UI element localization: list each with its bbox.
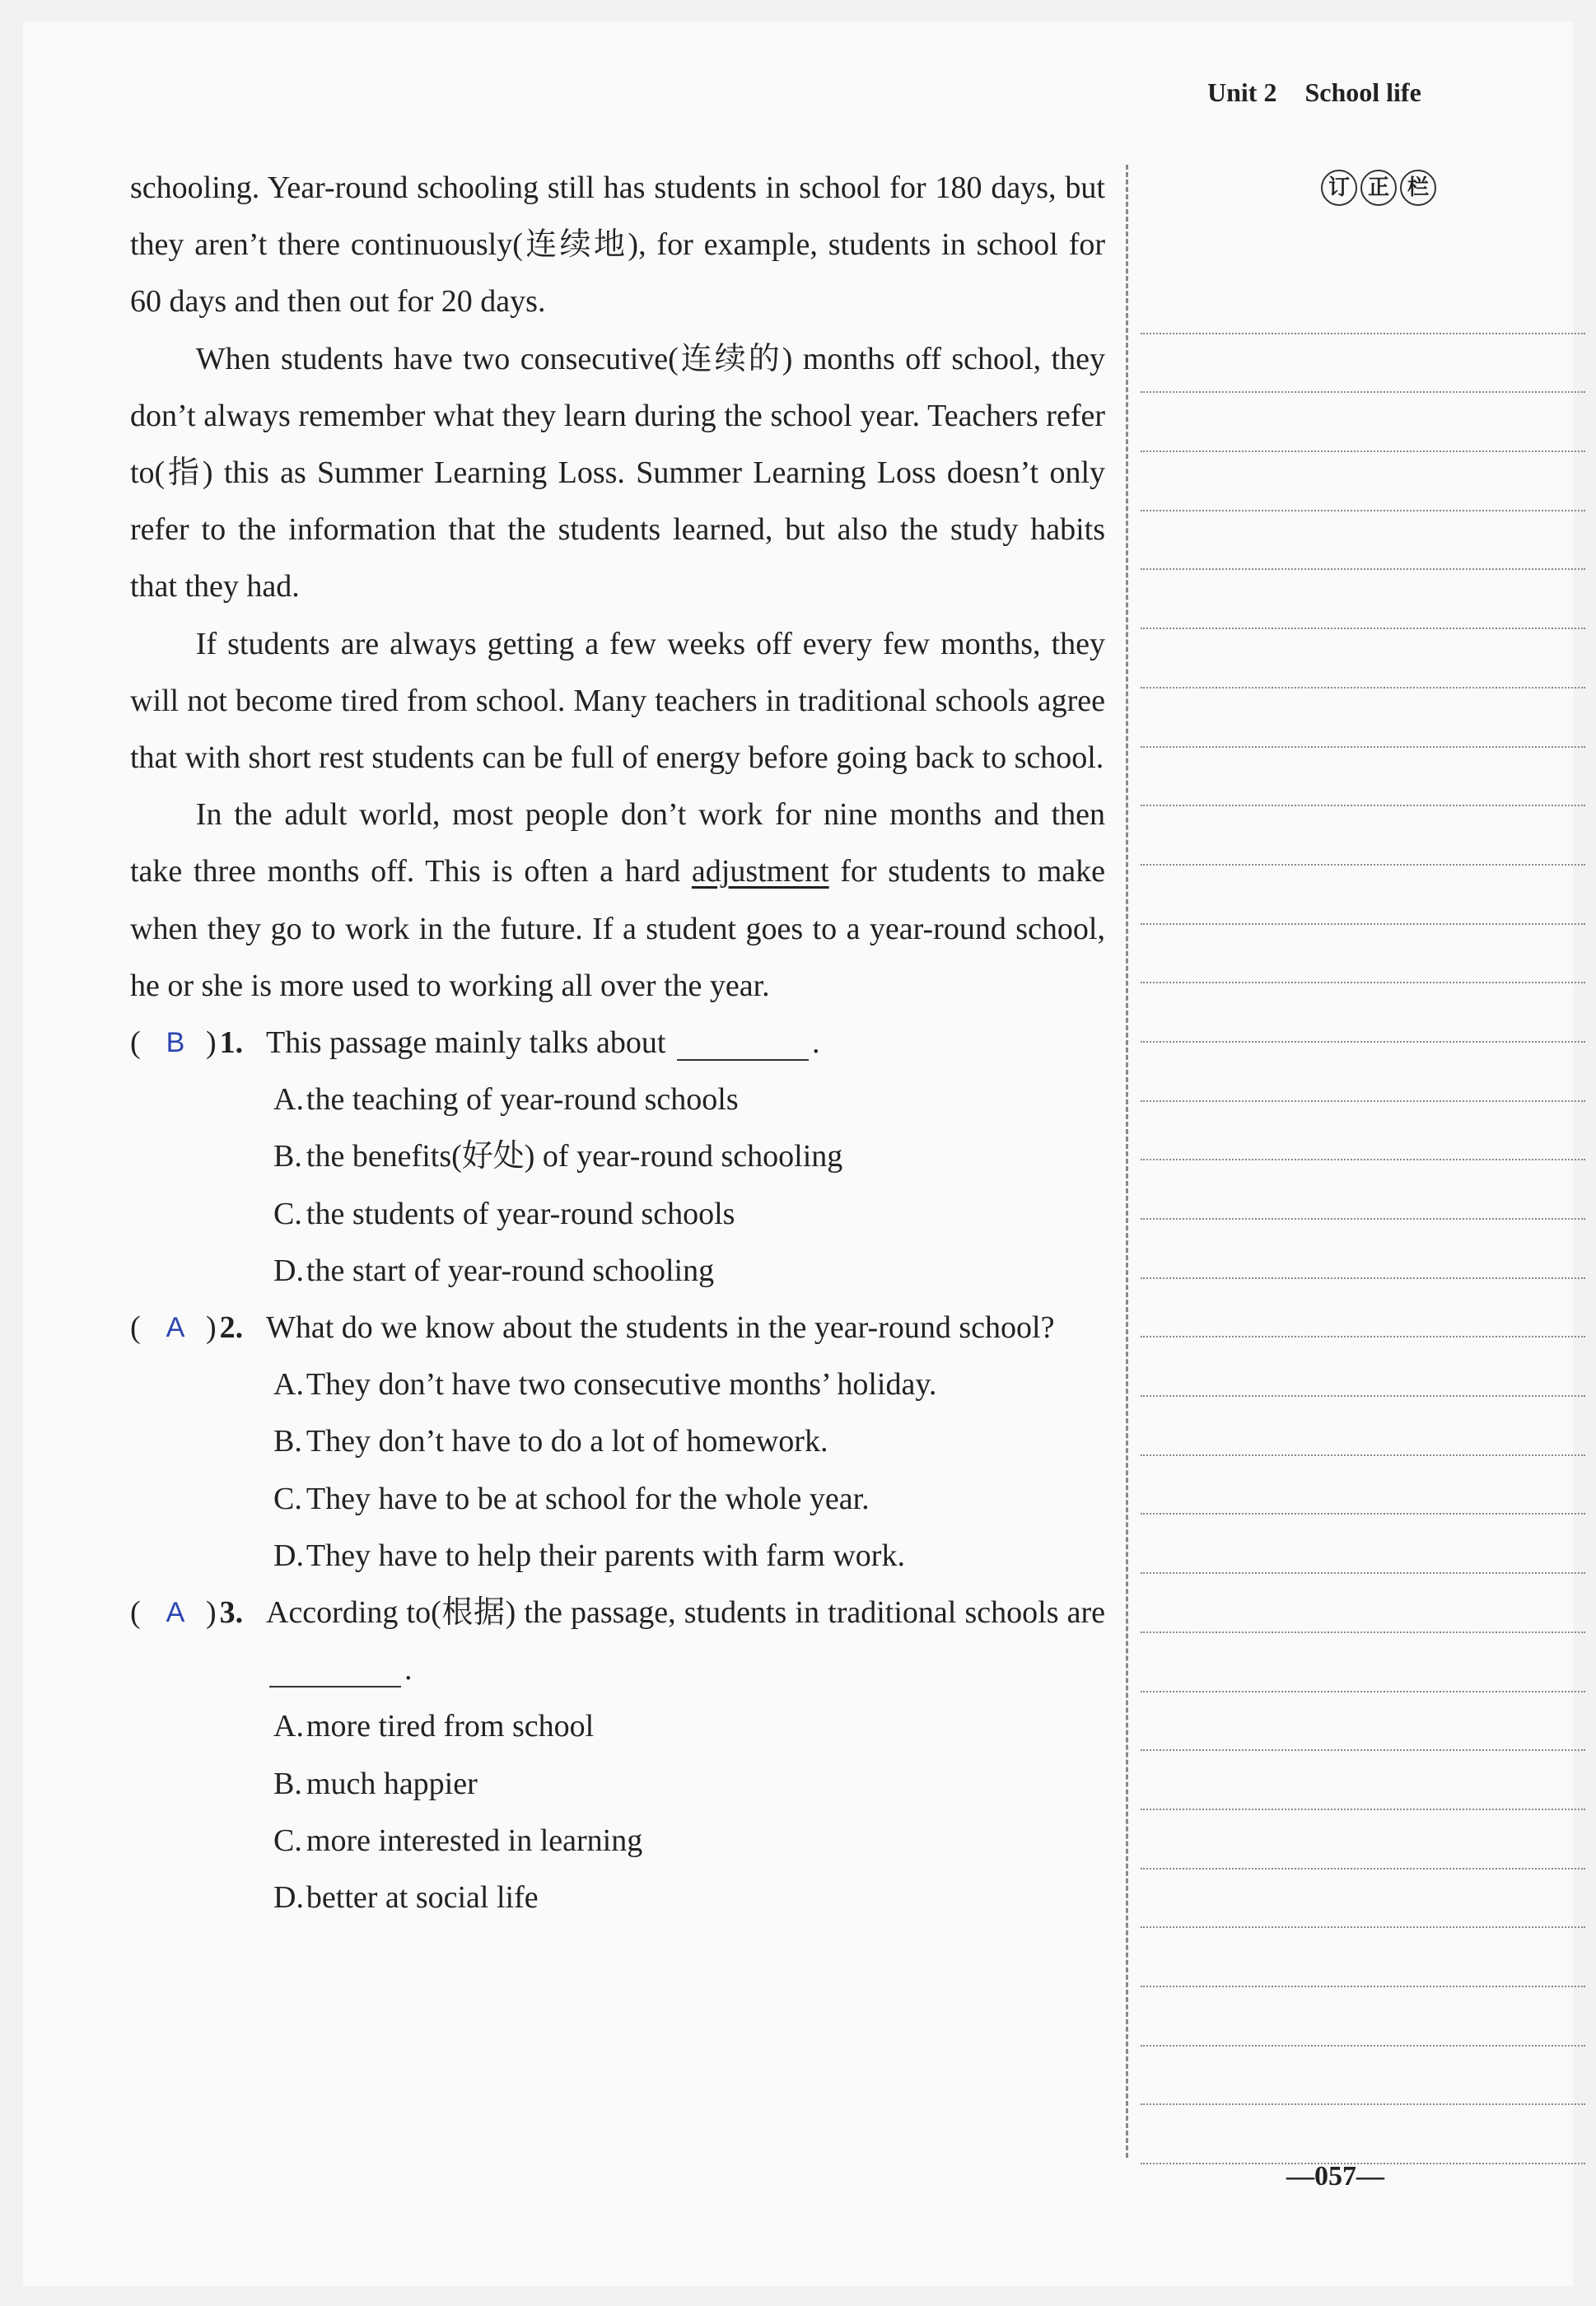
- question-stem: This passage mainly talks about .: [266, 1025, 820, 1061]
- question-1: [130, 1015, 1105, 1300]
- question-3: [130, 1585, 1105, 1926]
- paragraph-3: If students are always getting a few weeks off every few months, they will not become tired from school. Many teachers in traditional schools agree that with short rest students can be full of energy before going back to school.: [130, 626, 1105, 776]
- correction-line: [1141, 689, 1585, 748]
- correction-line: [1141, 983, 1585, 1043]
- option: D.better at social life: [273, 1880, 539, 1916]
- option: A.the teaching of year-round schools: [273, 1082, 739, 1118]
- option: A.They don’t have two consecutive months’ holiday.: [273, 1367, 937, 1403]
- correction-line: [1141, 1987, 1585, 2047]
- correction-line: [1141, 806, 1585, 866]
- unit-topic: School life: [1304, 77, 1421, 107]
- correction-line: [1141, 1043, 1585, 1102]
- correction-line: [1141, 2105, 1585, 2164]
- answer-letter: A: [166, 1597, 185, 1629]
- option: C. They have to be at school for the whole year.: [273, 1481, 870, 1516]
- option: C. the students of year-round schools: [273, 1196, 735, 1231]
- correction-line: [1141, 1337, 1585, 1397]
- answer-blank: [677, 1028, 809, 1061]
- correction-line: [1141, 1102, 1585, 1161]
- question-stem: What do we know about the students in the year-round school?: [266, 1310, 1055, 1346]
- option: C. more interested in learning: [273, 1823, 643, 1858]
- option: A.more tired from school: [273, 1709, 595, 1744]
- question-number: 2.: [219, 1310, 244, 1346]
- paragraph-1: schooling. Year-round schooling still has students in school for 180 days, but they aren’t there continuously(连续地), for example, students in school for 60 days and then out for 20 days.: [130, 170, 1105, 320]
- unit-label: Unit 2: [1207, 77, 1277, 107]
- correction-line: [1141, 1160, 1585, 1220]
- page-number: —057—: [1286, 2161, 1384, 2192]
- correction-line: [1141, 1220, 1585, 1279]
- correction-line: [1141, 1574, 1585, 1633]
- answer-bracket: ( B ) 1.: [130, 1015, 266, 1071]
- answer-letter: B: [166, 1027, 185, 1059]
- correction-line: [1141, 334, 1585, 394]
- option: B. much happier: [273, 1766, 478, 1801]
- correction-line: [1141, 2047, 1585, 2106]
- correction-line: [1141, 866, 1585, 925]
- column-divider: [1126, 165, 1128, 2158]
- correction-line: [1141, 570, 1585, 629]
- option: D.the start of year-round schooling: [273, 1253, 715, 1288]
- correction-line: [1141, 1692, 1585, 1752]
- correction-line: [1141, 511, 1585, 571]
- question-2: [130, 1300, 1105, 1585]
- correction-line: [1141, 393, 1585, 452]
- paragraph-4-text: for students to make when they go to work in the future. If a student goes to a year-round school, he or she is more used to working all over the year.: [130, 854, 1106, 1003]
- question-stem: According to(根据) the passage, students in traditional schools are .: [266, 1595, 1105, 1687]
- correction-line: [1141, 1515, 1585, 1574]
- correction-lines: [1141, 275, 1585, 2164]
- correction-line: [1141, 1633, 1585, 1692]
- page-header: [1207, 77, 1421, 108]
- answer-bracket: ( A ) 3.: [130, 1585, 266, 1641]
- correction-line: [1141, 1751, 1585, 1810]
- option: B. the benefits(好处) of year-round schooling: [273, 1139, 843, 1174]
- answer-letter: A: [166, 1312, 185, 1344]
- correction-line: [1141, 1870, 1585, 1929]
- correction-line: [1141, 1279, 1585, 1338]
- correction-line: [1141, 1397, 1585, 1456]
- paragraph-2: When students have two consecutive(连续的) months off school, they don’t always remember what they learn during the school year. Teachers refer to(指) this as Summer Learning Loss. Summer Learning Loss doesn’t only refer to the information that the students learned, but also the study habits that they had.: [130, 341, 1105, 605]
- correction-line: [1141, 452, 1585, 511]
- correction-column-title: 订 正 栏: [1318, 170, 1436, 206]
- correction-line: [1141, 1928, 1585, 1987]
- correction-line: [1141, 748, 1585, 807]
- correction-line: [1141, 1810, 1585, 1870]
- paragraph-4-text: In the adult world, most people don’t work for nine months and then take three months off. This is often a hard: [130, 797, 1105, 889]
- answer-blank: [269, 1655, 401, 1687]
- correction-line: [1141, 275, 1585, 334]
- underlined-word: adjustment: [691, 854, 829, 889]
- question-number: 1.: [219, 1025, 244, 1061]
- correction-line: [1141, 925, 1585, 984]
- option: D.They have to help their parents with farm work.: [273, 1538, 905, 1573]
- answer-bracket: ( A ) 2.: [130, 1300, 266, 1356]
- correction-line: [1141, 1456, 1585, 1515]
- reading-passage: [130, 160, 1105, 1926]
- correction-line: [1141, 629, 1585, 689]
- paragraph-4: [130, 787, 1105, 1015]
- option: B. They don’t have to do a lot of homework.: [273, 1424, 828, 1459]
- question-number: 3.: [219, 1595, 244, 1631]
